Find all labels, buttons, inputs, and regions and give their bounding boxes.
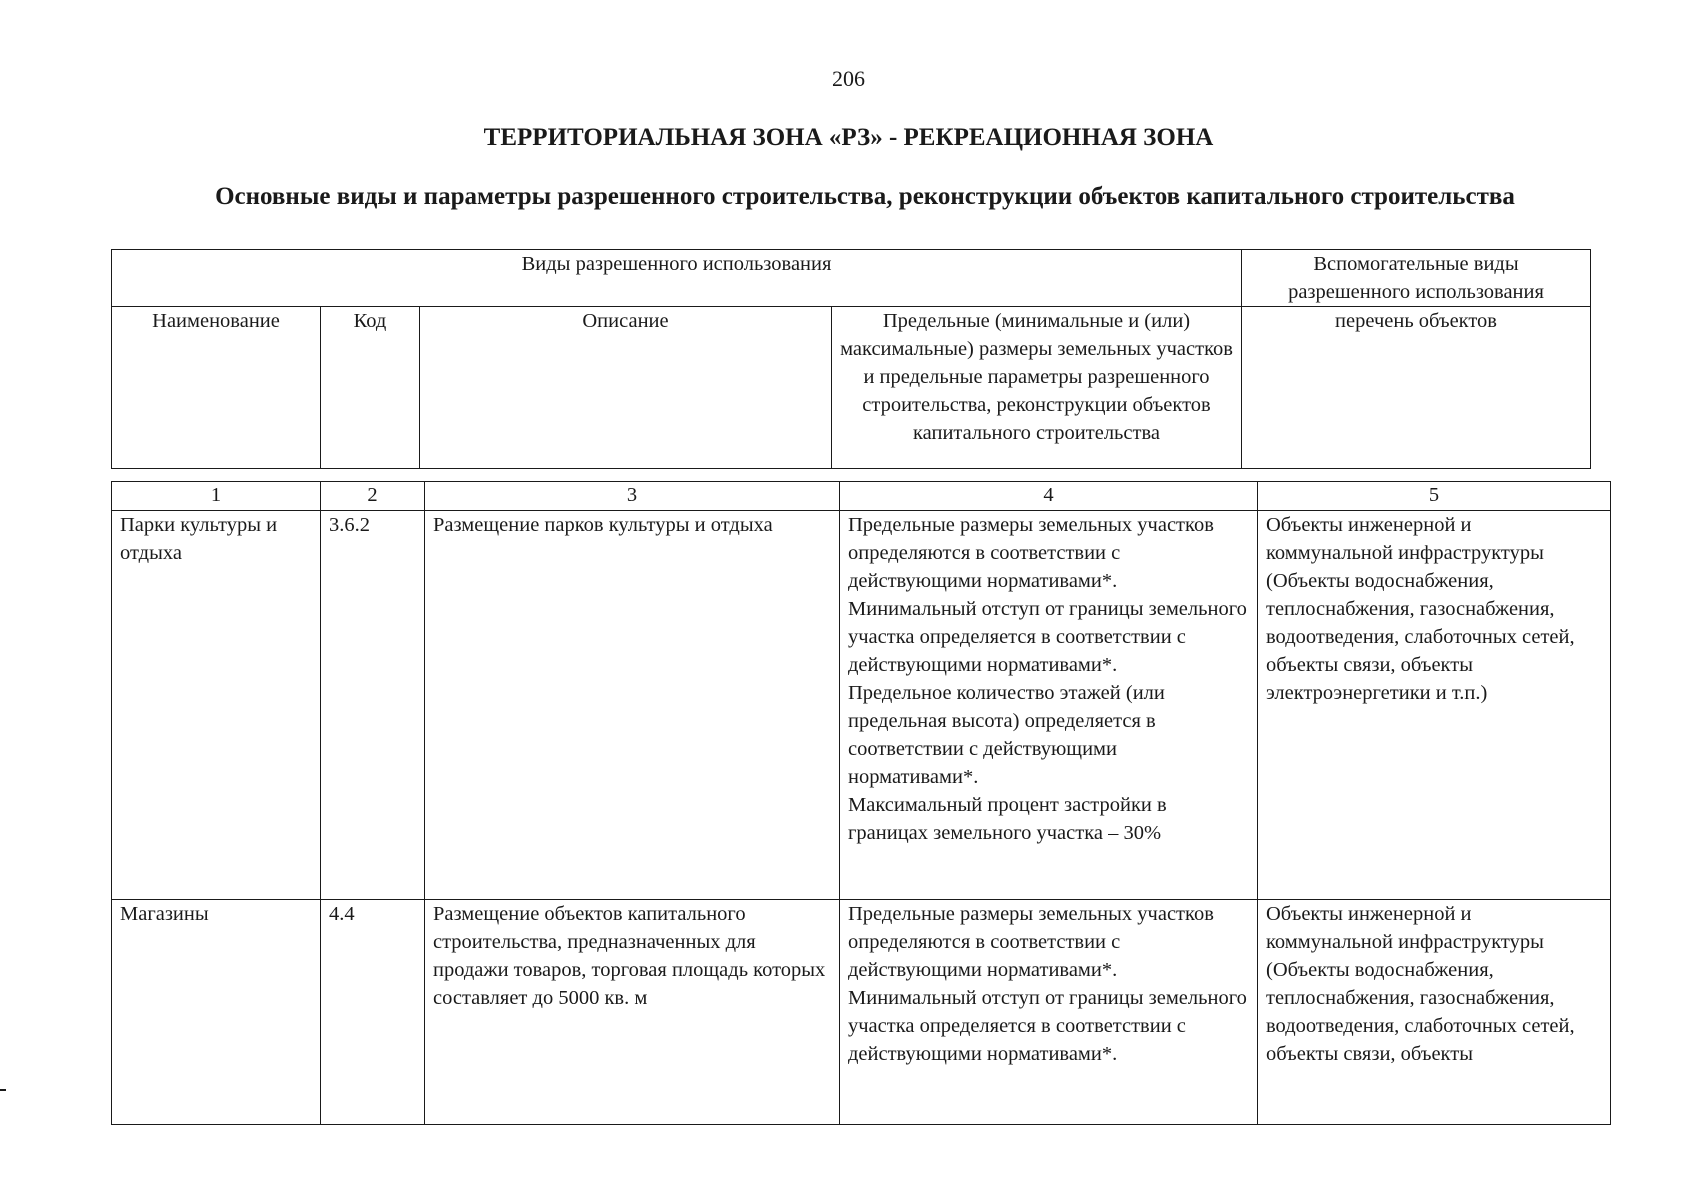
column-number: 1 xyxy=(112,482,321,511)
cell-limits xyxy=(840,511,1258,900)
limits-line: Предельные размеры земельных участков определяются в соответствии с действующими нормативами*. xyxy=(848,514,1214,592)
header-col-name: Наименование xyxy=(112,307,321,469)
cell-name: Парки культуры и отдыха xyxy=(112,511,321,900)
cell-aux: Объекты инженерной и коммунальной инфраструктуры (Объекты водоснабжения, теплоснабжения, газоснабжения, водоотведения, слаботочных сетей, объекты связи, объекты xyxy=(1258,900,1611,1125)
header-group-main: Виды разрешенного использования xyxy=(112,250,1242,307)
cell-code: 3.6.2 xyxy=(321,511,425,900)
limits-line: Минимальный отступ от границы земельного участка определяется в соответствии с действующими нормативами*. xyxy=(848,987,1247,1065)
margin-mark xyxy=(0,1089,6,1091)
cell-description: Размещение парков культуры и отдыха xyxy=(425,511,840,900)
header-col-aux-list: перечень объектов xyxy=(1242,307,1591,469)
column-number-row xyxy=(112,482,1611,511)
cell-name: Магазины xyxy=(112,900,321,1125)
header-group-aux: Вспомогательные виды разрешенного использования xyxy=(1242,250,1591,307)
limits-line: Максимальный процент застройки в границах земельного участка – 30% xyxy=(848,794,1167,844)
limits-line: Минимальный отступ от границы земельного участка определяется в соответствии с действующими нормативами*. xyxy=(848,598,1247,676)
header-col-code: Код xyxy=(321,307,420,469)
table-body xyxy=(111,481,1611,1125)
cell-limits xyxy=(840,900,1258,1125)
column-number: 2 xyxy=(321,482,425,511)
cell-aux: Объекты инженерной и коммунальной инфраструктуры (Объекты водоснабжения, теплоснабжения, газоснабжения, водоотведения, слаботочных сетей, объекты связи, объекты электроэнергетики и т.п.) xyxy=(1258,511,1611,900)
column-number: 3 xyxy=(425,482,840,511)
table-header xyxy=(111,249,1591,469)
table-row xyxy=(112,900,1611,1125)
column-number: 4 xyxy=(840,482,1258,511)
cell-description: Размещение объектов капитального строительства, предназначенных для продажи товаров, торговая площадь которых составляет до 5000 кв. м xyxy=(425,900,840,1125)
table-row xyxy=(112,511,1611,900)
page-number: 206 xyxy=(832,66,865,91)
limits-line: Предельные размеры земельных участков определяются в соответствии с действующими нормативами*. xyxy=(848,903,1214,981)
header-col-description: Описание xyxy=(420,307,832,469)
limits-line: Предельное количество этажей (или предельная высота) определяется в соответствии с действующими нормативами*. xyxy=(848,682,1165,788)
header-col-limits: Предельные (минимальные и (или) максимальные) размеры земельных участков и предельные параметры разрешенного строительства, реконструкции объектов капитального строительства xyxy=(832,307,1242,469)
column-number: 5 xyxy=(1258,482,1611,511)
section-subtitle: Основные виды и параметры разрешенного строительства, реконструкции объектов капитального строительства xyxy=(215,183,1515,210)
zone-title: ТЕРРИТОРИАЛЬНАЯ ЗОНА «РЗ» - РЕКРЕАЦИОННАЯ ЗОНА xyxy=(483,124,1214,151)
cell-code: 4.4 xyxy=(321,900,425,1125)
